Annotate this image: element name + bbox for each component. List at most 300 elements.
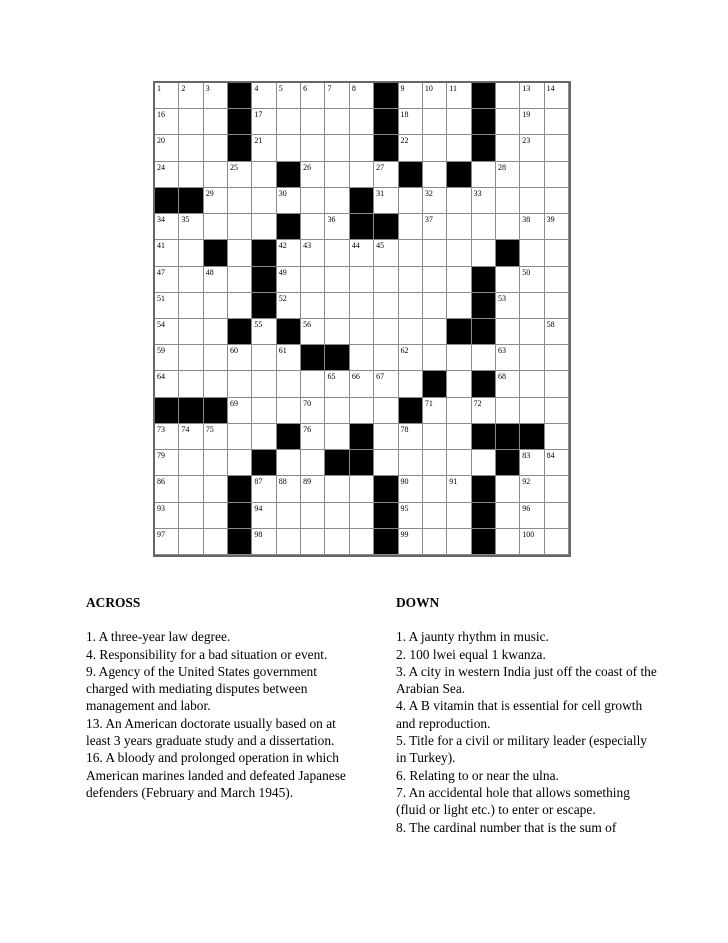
grid-cell[interactable]	[301, 293, 325, 319]
grid-cell[interactable]	[155, 135, 179, 161]
grid-cell[interactable]	[496, 529, 520, 555]
grid-cell[interactable]	[545, 529, 569, 555]
grid-cell[interactable]	[399, 135, 423, 161]
grid-cell[interactable]	[520, 109, 544, 135]
grid-cell[interactable]	[301, 188, 325, 214]
grid-cell[interactable]	[204, 214, 228, 240]
grid-cell[interactable]	[252, 214, 276, 240]
grid-cell[interactable]	[155, 293, 179, 319]
grid-cell[interactable]	[301, 240, 325, 266]
down-clues	[396, 594, 658, 836]
grid-cell[interactable]	[228, 450, 252, 476]
grid-cell[interactable]	[179, 109, 203, 135]
grid-cell[interactable]	[374, 188, 398, 214]
cell-number: 69	[230, 398, 239, 408]
grid-cell[interactable]	[350, 398, 374, 424]
cell-number: 74	[181, 424, 190, 434]
grid-cell[interactable]	[520, 345, 544, 371]
grid-cell[interactable]	[204, 529, 228, 555]
grid-cell[interactable]	[520, 214, 544, 240]
grid-block	[325, 345, 349, 371]
grid-cell[interactable]	[423, 267, 447, 293]
grid-cell[interactable]	[423, 424, 447, 450]
grid-cell[interactable]	[496, 214, 520, 240]
grid-cell[interactable]	[155, 424, 179, 450]
down-clue: 5. Title for a civil or military leader (especially in Turkey).	[396, 733, 648, 766]
grid-cell[interactable]	[277, 503, 301, 529]
grid-cell[interactable]	[350, 267, 374, 293]
grid-cell[interactable]	[423, 293, 447, 319]
grid-cell[interactable]	[520, 476, 544, 502]
grid-cell[interactable]	[374, 398, 398, 424]
grid-cell[interactable]	[399, 529, 423, 555]
grid-cell[interactable]	[350, 293, 374, 319]
grid-cell[interactable]	[325, 503, 349, 529]
grid-cell[interactable]	[325, 188, 349, 214]
grid-block	[472, 371, 496, 397]
cell-number: 48	[205, 267, 214, 277]
grid-cell[interactable]	[301, 503, 325, 529]
grid-cell[interactable]	[545, 345, 569, 371]
grid-cell[interactable]	[325, 371, 349, 397]
grid-cell[interactable]	[520, 293, 544, 319]
grid-cell[interactable]	[325, 398, 349, 424]
grid-cell[interactable]	[447, 83, 471, 109]
grid-cell[interactable]	[252, 188, 276, 214]
grid-cell[interactable]	[520, 240, 544, 266]
grid-cell[interactable]	[350, 476, 374, 502]
grid-cell[interactable]	[325, 162, 349, 188]
grid-cell[interactable]	[423, 398, 447, 424]
grid-cell[interactable]	[325, 109, 349, 135]
grid-cell[interactable]	[520, 450, 544, 476]
grid-cell[interactable]	[179, 135, 203, 161]
grid-cell[interactable]	[179, 293, 203, 319]
grid-cell[interactable]	[204, 267, 228, 293]
grid-cell[interactable]	[204, 371, 228, 397]
grid-cell[interactable]	[350, 135, 374, 161]
grid-cell[interactable]	[374, 267, 398, 293]
grid-block	[350, 214, 374, 240]
grid-cell[interactable]	[204, 319, 228, 345]
grid-cell[interactable]	[423, 188, 447, 214]
grid-cell[interactable]	[520, 503, 544, 529]
grid-cell[interactable]	[277, 109, 301, 135]
grid-cell[interactable]	[447, 188, 471, 214]
grid-cell[interactable]	[228, 371, 252, 397]
grid-cell[interactable]	[179, 162, 203, 188]
grid-cell[interactable]	[423, 83, 447, 109]
grid-cell[interactable]	[155, 83, 179, 109]
grid-cell[interactable]	[399, 267, 423, 293]
grid-cell[interactable]	[374, 450, 398, 476]
grid-cell[interactable]	[496, 109, 520, 135]
grid-cell[interactable]	[325, 319, 349, 345]
grid-cell[interactable]	[545, 109, 569, 135]
grid-cell[interactable]	[155, 450, 179, 476]
grid-cell[interactable]	[228, 214, 252, 240]
grid-cell[interactable]	[228, 345, 252, 371]
grid-cell[interactable]	[228, 162, 252, 188]
cell-number: 29	[205, 188, 214, 198]
grid-cell[interactable]	[520, 83, 544, 109]
grid-cell[interactable]	[301, 476, 325, 502]
grid-cell[interactable]	[496, 476, 520, 502]
grid-cell[interactable]	[423, 319, 447, 345]
grid-cell[interactable]	[520, 371, 544, 397]
grid-cell[interactable]	[301, 398, 325, 424]
cell-number: 79	[157, 451, 165, 461]
grid-cell[interactable]	[325, 240, 349, 266]
grid-cell[interactable]	[447, 424, 471, 450]
grid-cell[interactable]	[374, 319, 398, 345]
grid-cell[interactable]	[252, 83, 276, 109]
grid-cell[interactable]	[155, 240, 179, 266]
grid-cell[interactable]	[447, 293, 471, 319]
grid-cell[interactable]	[545, 371, 569, 397]
grid-cell[interactable]	[472, 450, 496, 476]
grid-cell[interactable]	[423, 214, 447, 240]
cell-number: 23	[522, 136, 531, 146]
grid-cell[interactable]	[399, 476, 423, 502]
grid-cell[interactable]	[301, 371, 325, 397]
grid-cell[interactable]	[179, 529, 203, 555]
grid-cell[interactable]	[423, 476, 447, 502]
cell-number: 10	[424, 84, 433, 93]
grid-cell[interactable]	[520, 529, 544, 555]
grid-cell[interactable]	[545, 476, 569, 502]
grid-cell[interactable]	[350, 345, 374, 371]
cell-number: 11	[449, 84, 457, 93]
cell-number: 33	[473, 188, 482, 198]
grid-cell[interactable]	[350, 109, 374, 135]
grid-cell[interactable]	[204, 503, 228, 529]
grid-cell[interactable]	[252, 424, 276, 450]
grid-cell[interactable]	[155, 476, 179, 502]
grid-cell[interactable]	[350, 371, 374, 397]
grid-cell[interactable]	[545, 135, 569, 161]
grid-cell[interactable]	[447, 267, 471, 293]
grid-cell[interactable]	[252, 529, 276, 555]
grid-cell[interactable]	[496, 188, 520, 214]
grid-cell[interactable]	[252, 135, 276, 161]
grid-cell[interactable]	[350, 319, 374, 345]
grid-cell[interactable]	[447, 450, 471, 476]
grid-cell[interactable]	[374, 240, 398, 266]
grid-cell[interactable]	[496, 319, 520, 345]
grid-cell[interactable]	[179, 476, 203, 502]
grid-cell[interactable]	[204, 345, 228, 371]
grid-cell[interactable]	[447, 240, 471, 266]
grid-cell[interactable]	[496, 267, 520, 293]
grid-cell[interactable]	[301, 529, 325, 555]
grid-cell[interactable]	[472, 214, 496, 240]
grid-cell[interactable]	[423, 345, 447, 371]
grid-cell[interactable]	[520, 162, 544, 188]
across-clues	[86, 594, 358, 801]
grid-block	[228, 83, 252, 109]
grid-cell[interactable]	[204, 188, 228, 214]
grid-cell[interactable]	[252, 371, 276, 397]
cell-number: 26	[303, 162, 312, 172]
grid-cell[interactable]	[301, 424, 325, 450]
grid-cell[interactable]	[252, 162, 276, 188]
grid-cell[interactable]	[204, 476, 228, 502]
grid-cell[interactable]	[423, 450, 447, 476]
grid-cell[interactable]	[301, 267, 325, 293]
grid-cell[interactable]	[545, 398, 569, 424]
grid-cell[interactable]	[228, 240, 252, 266]
grid-cell[interactable]	[277, 135, 301, 161]
grid-cell[interactable]	[155, 529, 179, 555]
grid-cell[interactable]	[350, 83, 374, 109]
grid-cell[interactable]	[325, 293, 349, 319]
across-clue: 9. Agency of the United States government charged with mediating disputes between management and labor.	[86, 663, 317, 714]
grid-cell[interactable]	[325, 529, 349, 555]
grid-cell[interactable]	[252, 476, 276, 502]
grid-cell[interactable]	[155, 319, 179, 345]
cell-number: 96	[522, 503, 531, 513]
grid-cell[interactable]	[374, 371, 398, 397]
grid-cell[interactable]	[545, 424, 569, 450]
grid-cell[interactable]	[496, 371, 520, 397]
down-clue: 8. The cardinal number that is the sum of	[396, 819, 617, 835]
grid-cell[interactable]	[350, 503, 374, 529]
grid-block	[374, 109, 398, 135]
grid-cell[interactable]	[496, 293, 520, 319]
grid-cell[interactable]	[301, 450, 325, 476]
grid-cell[interactable]	[520, 267, 544, 293]
grid-cell[interactable]	[350, 162, 374, 188]
grid-cell[interactable]	[301, 83, 325, 109]
grid-cell[interactable]	[204, 450, 228, 476]
grid-cell[interactable]	[545, 188, 569, 214]
grid-cell[interactable]	[155, 109, 179, 135]
grid-cell[interactable]	[155, 371, 179, 397]
grid-cell[interactable]	[520, 188, 544, 214]
grid-cell[interactable]	[472, 345, 496, 371]
cell-number: 19	[522, 110, 531, 120]
grid-block	[374, 214, 398, 240]
grid-cell[interactable]	[228, 398, 252, 424]
grid-cell[interactable]	[399, 345, 423, 371]
cell-number: 61	[278, 346, 287, 356]
grid-cell[interactable]	[496, 398, 520, 424]
grid-block	[252, 240, 276, 266]
grid-cell[interactable]	[545, 293, 569, 319]
grid-cell[interactable]	[545, 267, 569, 293]
grid-cell[interactable]	[545, 319, 569, 345]
grid-cell[interactable]	[423, 109, 447, 135]
grid-cell[interactable]	[204, 109, 228, 135]
grid-block	[472, 293, 496, 319]
grid-cell[interactable]	[447, 398, 471, 424]
grid-cell[interactable]	[399, 424, 423, 450]
grid-cell[interactable]	[277, 398, 301, 424]
grid-cell[interactable]	[179, 503, 203, 529]
grid-cell[interactable]	[301, 135, 325, 161]
grid-cell[interactable]	[155, 267, 179, 293]
grid-block	[179, 398, 203, 424]
cell-number: 64	[157, 372, 165, 382]
grid-cell[interactable]	[447, 371, 471, 397]
grid-cell[interactable]	[179, 267, 203, 293]
grid-cell[interactable]	[496, 83, 520, 109]
grid-cell[interactable]	[301, 319, 325, 345]
grid-cell[interactable]	[204, 162, 228, 188]
grid-cell[interactable]	[155, 503, 179, 529]
cell-number: 5	[278, 84, 283, 93]
grid-cell[interactable]	[423, 529, 447, 555]
grid-cell[interactable]	[228, 424, 252, 450]
grid-cell[interactable]	[228, 267, 252, 293]
grid-cell[interactable]	[204, 135, 228, 161]
grid-cell[interactable]	[374, 162, 398, 188]
cell-number: 99	[400, 529, 409, 539]
grid-cell[interactable]	[545, 503, 569, 529]
grid-cell[interactable]	[301, 162, 325, 188]
grid-block	[277, 162, 301, 188]
grid-cell[interactable]	[179, 214, 203, 240]
grid-cell[interactable]	[545, 162, 569, 188]
grid-cell[interactable]	[325, 83, 349, 109]
grid-cell[interactable]	[179, 371, 203, 397]
grid-cell[interactable]	[277, 240, 301, 266]
grid-cell[interactable]	[496, 503, 520, 529]
grid-block	[496, 450, 520, 476]
grid-cell[interactable]	[228, 293, 252, 319]
grid-cell[interactable]	[472, 188, 496, 214]
grid-cell[interactable]	[545, 240, 569, 266]
grid-cell[interactable]	[277, 476, 301, 502]
grid-cell[interactable]	[325, 424, 349, 450]
grid-cell[interactable]	[179, 424, 203, 450]
grid-cell[interactable]	[423, 162, 447, 188]
grid-cell[interactable]	[155, 214, 179, 240]
grid-cell[interactable]	[252, 109, 276, 135]
grid-cell[interactable]	[325, 476, 349, 502]
cell-number: 37	[424, 215, 433, 225]
down-clue: 4. A B vitamin that is essential for cell growth and reproduction.	[396, 698, 643, 731]
grid-cell[interactable]	[399, 188, 423, 214]
grid-cell[interactable]	[399, 214, 423, 240]
cell-number: 86	[157, 477, 165, 487]
cell-number: 14	[546, 84, 555, 93]
grid-cell[interactable]	[228, 188, 252, 214]
grid-cell[interactable]	[252, 319, 276, 345]
grid-cell[interactable]	[399, 293, 423, 319]
grid-cell[interactable]	[423, 240, 447, 266]
cell-number: 92	[522, 477, 531, 487]
grid-cell[interactable]	[447, 529, 471, 555]
grid-cell[interactable]	[520, 319, 544, 345]
grid-cell[interactable]	[472, 398, 496, 424]
grid-cell[interactable]	[399, 503, 423, 529]
grid-cell[interactable]	[179, 345, 203, 371]
grid-cell[interactable]	[155, 162, 179, 188]
grid-cell[interactable]	[325, 135, 349, 161]
cell-number: 25	[230, 162, 239, 172]
grid-cell[interactable]	[374, 293, 398, 319]
grid-cell[interactable]	[350, 240, 374, 266]
grid-cell[interactable]	[155, 345, 179, 371]
grid-cell[interactable]	[447, 135, 471, 161]
grid-cell[interactable]	[399, 319, 423, 345]
grid-cell[interactable]	[545, 214, 569, 240]
grid-cell[interactable]	[520, 135, 544, 161]
grid-cell[interactable]	[374, 345, 398, 371]
grid-block	[228, 135, 252, 161]
grid-cell[interactable]	[545, 83, 569, 109]
grid-cell[interactable]	[496, 345, 520, 371]
grid-cell[interactable]	[350, 529, 374, 555]
grid-cell[interactable]	[399, 109, 423, 135]
grid-block	[252, 450, 276, 476]
grid-block	[374, 476, 398, 502]
grid-cell[interactable]	[374, 424, 398, 450]
grid-block	[472, 529, 496, 555]
grid-cell[interactable]	[399, 371, 423, 397]
grid-cell[interactable]	[277, 83, 301, 109]
grid-cell[interactable]	[277, 188, 301, 214]
grid-cell[interactable]	[447, 345, 471, 371]
grid-cell[interactable]	[399, 240, 423, 266]
grid-cell[interactable]	[496, 162, 520, 188]
grid-cell[interactable]	[472, 162, 496, 188]
grid-cell[interactable]	[277, 529, 301, 555]
grid-cell[interactable]	[399, 83, 423, 109]
grid-cell[interactable]	[204, 293, 228, 319]
grid-cell[interactable]	[472, 240, 496, 266]
grid-cell[interactable]	[423, 135, 447, 161]
across-clue: 4. Responsibility for a bad situation or event.	[86, 646, 328, 662]
grid-cell[interactable]	[423, 503, 447, 529]
grid-cell[interactable]	[252, 345, 276, 371]
down-clue: 2. 100 lwei equal 1 kwanza.	[396, 646, 546, 662]
grid-cell[interactable]	[179, 83, 203, 109]
grid-cell[interactable]	[399, 450, 423, 476]
grid-cell[interactable]	[179, 450, 203, 476]
cell-number: 43	[303, 241, 312, 251]
grid-cell[interactable]	[252, 398, 276, 424]
grid-cell[interactable]	[277, 267, 301, 293]
grid-cell[interactable]	[277, 450, 301, 476]
grid-cell[interactable]	[545, 450, 569, 476]
grid-cell[interactable]	[204, 424, 228, 450]
grid-cell[interactable]	[325, 267, 349, 293]
grid-cell[interactable]	[447, 503, 471, 529]
grid-cell[interactable]	[496, 135, 520, 161]
down-heading: DOWN	[396, 595, 440, 610]
grid-cell[interactable]	[179, 240, 203, 266]
grid-cell[interactable]	[520, 398, 544, 424]
grid-cell[interactable]	[252, 503, 276, 529]
grid-cell[interactable]	[447, 476, 471, 502]
grid-cell[interactable]	[277, 293, 301, 319]
grid-cell[interactable]	[447, 214, 471, 240]
grid-cell[interactable]	[204, 83, 228, 109]
grid-cell[interactable]	[301, 109, 325, 135]
grid-cell[interactable]	[325, 214, 349, 240]
grid-cell[interactable]	[447, 109, 471, 135]
grid-cell[interactable]	[179, 319, 203, 345]
grid-cell[interactable]	[277, 345, 301, 371]
cell-number: 94	[254, 503, 263, 513]
grid-block	[228, 503, 252, 529]
grid-cell[interactable]	[277, 371, 301, 397]
grid-block	[399, 162, 423, 188]
grid-cell[interactable]	[301, 214, 325, 240]
